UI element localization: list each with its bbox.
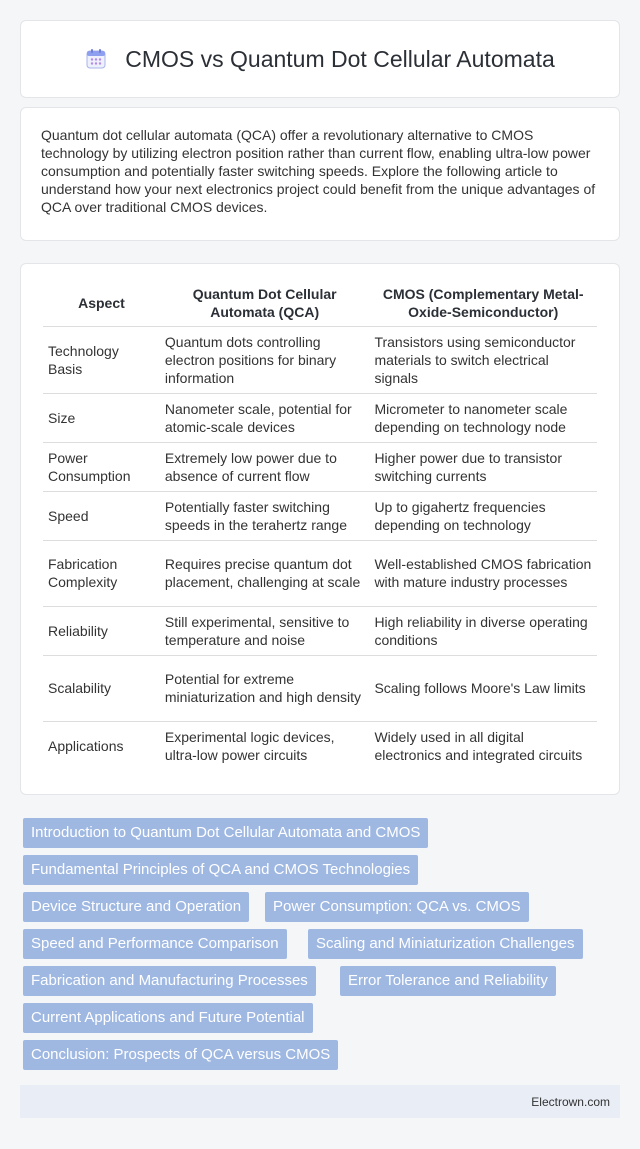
table-header-row	[43, 280, 597, 326]
cell-qca: Nanometer scale, potential for atomic-scale devices	[160, 393, 370, 442]
cell-qca: Potentially faster switching speeds in the terahertz range	[160, 491, 370, 540]
topic-tag[interactable]: Current Applications and Future Potential	[23, 1003, 313, 1033]
cell-cmos: High reliability in diverse operating conditions	[369, 606, 597, 655]
calendar-icon	[85, 48, 107, 70]
topic-tag[interactable]: Fundamental Principles of QCA and CMOS Technologies	[23, 855, 418, 885]
table-row	[43, 442, 597, 491]
comparison-table	[43, 280, 597, 770]
cell-cmos: Higher power due to transistor switching currents	[369, 442, 597, 491]
table-row	[43, 491, 597, 540]
cell-aspect: Speed	[43, 491, 160, 540]
cell-aspect: Size	[43, 393, 160, 442]
cell-cmos: Well-established CMOS fabrication with mature industry processes	[369, 540, 597, 606]
cell-cmos: Widely used in all digital electronics and integrated circuits	[374, 728, 583, 763]
topic-tag[interactable]: Device Structure and Operation	[23, 892, 249, 922]
header-cmos: CMOS (Complementary Metal-Oxide-Semiconductor)	[369, 280, 597, 326]
cell-aspect: Power Consumption	[43, 442, 160, 491]
header-qca: Quantum Dot Cellular Automata (QCA)	[160, 280, 370, 326]
cell-aspect: Fabrication Complexity	[43, 540, 160, 606]
topic-tag[interactable]: Power Consumption: QCA vs. CMOS	[265, 892, 529, 922]
cell-cmos: Up to gigahertz frequencies depending on technology	[369, 491, 597, 540]
cell-qca: Still experimental, sensitive to temperature and noise	[160, 606, 370, 655]
topic-tag[interactable]: Introduction to Quantum Dot Cellular Automata and CMOS	[23, 818, 428, 848]
cell-qca: Potential for extreme miniaturization and high density	[160, 655, 370, 721]
cell-qca: Extremely low power due to absence of current flow	[160, 442, 370, 491]
cell-qca: Quantum dots controlling electron positions for binary information	[160, 326, 370, 393]
topic-tag[interactable]: Conclusion: Prospects of QCA versus CMOS	[23, 1040, 338, 1070]
cell-cmos: Transistors using semiconductor materials to switch electrical signals	[369, 326, 597, 393]
title-card	[20, 20, 620, 98]
header-aspect: Aspect	[43, 280, 160, 326]
table-row	[43, 606, 597, 655]
cell-aspect: Applications	[48, 737, 124, 754]
table-row	[43, 393, 597, 442]
comparison-table-card	[20, 263, 620, 795]
footer-brand[interactable]: Electrown.com	[531, 1094, 610, 1109]
topic-tag[interactable]: Speed and Performance Comparison	[23, 929, 287, 959]
topic-tag[interactable]: Fabrication and Manufacturing Processes	[23, 966, 316, 996]
topic-tag[interactable]: Scaling and Miniaturization Challenges	[308, 929, 583, 959]
table-row	[43, 326, 597, 393]
cell-cmos: Micrometer to nanometer scale depending on technology node	[369, 393, 597, 442]
cell-qca: Requires precise quantum dot placement, challenging at scale	[160, 540, 370, 606]
cell-aspect: Scalability	[43, 655, 160, 721]
cell-qca: Experimental logic devices, ultra-low power circuits	[164, 728, 335, 763]
topic-tag[interactable]: Error Tolerance and Reliability	[340, 966, 556, 996]
cell-aspect: Technology Basis	[43, 326, 160, 393]
table-row	[43, 540, 597, 606]
cell-cmos: Scaling follows Moore's Law limits	[369, 655, 597, 721]
table-row	[43, 721, 597, 770]
intro-card	[20, 107, 620, 241]
table-row	[43, 655, 597, 721]
footer	[20, 1085, 620, 1118]
intro-text: Quantum dot cellular automata (QCA) offer a revolutionary alternative to CMOS technology by utilizing electron position rather than current flow, enabling ultra-low power consumption and potentially faster switching speeds. Explore the following article to understand how your next electronics project could benefit from the unique advantages of QCA over traditional CMOS devices.	[41, 127, 596, 215]
page-title: CMOS vs Quantum Dot Cellular Automata	[125, 45, 555, 72]
cell-aspect: Reliability	[43, 606, 160, 655]
